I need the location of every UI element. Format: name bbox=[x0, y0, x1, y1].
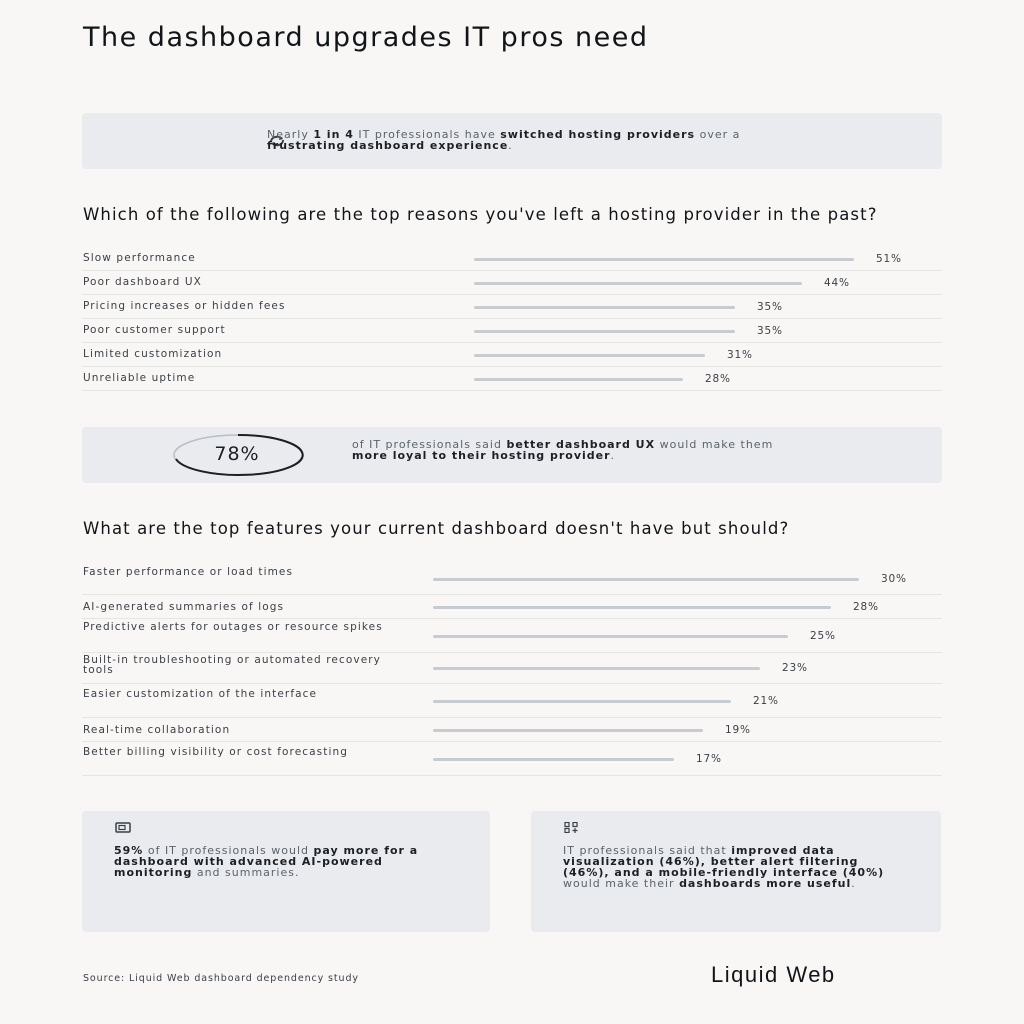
text-bold: switched hosting providers bbox=[500, 128, 696, 141]
brand-logo: Liquid Web bbox=[711, 962, 836, 987]
bar-value-label: 35% bbox=[757, 301, 783, 313]
bar-label: Unreliable uptime bbox=[83, 372, 196, 384]
text-bold: 59% bbox=[114, 844, 144, 857]
bar-value-label: 21% bbox=[753, 695, 779, 707]
chart-row bbox=[82, 718, 942, 742]
bar bbox=[474, 378, 683, 381]
text-span: IT professionals said that bbox=[563, 844, 732, 857]
text-span: over a bbox=[695, 128, 741, 141]
bar-value-label: 30% bbox=[881, 573, 907, 585]
text-span: . bbox=[851, 877, 856, 890]
bar-value-label: 25% bbox=[810, 630, 836, 642]
chart-row bbox=[82, 742, 942, 776]
bar-label: AI-generated summaries of logs bbox=[83, 601, 285, 613]
text-bold: pay more for a dashboard with advanced AI-powered monitoring bbox=[114, 844, 419, 879]
bar-label: Poor customer support bbox=[83, 324, 226, 336]
bar-value-label: 44% bbox=[824, 277, 850, 289]
chart-row bbox=[82, 684, 942, 718]
text-span: . bbox=[508, 139, 513, 152]
bar bbox=[433, 606, 831, 609]
switch-callout-text bbox=[267, 129, 797, 151]
bar-label: Pricing increases or hidden fees bbox=[83, 300, 286, 312]
source-note: Source: Liquid Web dashboard dependency study bbox=[83, 973, 359, 984]
bar-value-label: 35% bbox=[757, 325, 783, 337]
bar bbox=[474, 330, 735, 333]
reasons-bar-chart bbox=[82, 247, 942, 391]
bar-label: Poor dashboard UX bbox=[83, 276, 202, 288]
bar-value-label: 51% bbox=[876, 253, 902, 265]
text-bold: frustrating dashboard experience bbox=[267, 139, 509, 152]
chart-row bbox=[82, 247, 942, 271]
bar-label: Limited customization bbox=[83, 348, 223, 360]
question-1-title: Which of the following are the top reasons you've left a hosting provider in the past? bbox=[83, 205, 878, 224]
text-bold: more loyal to their hosting provider bbox=[352, 449, 611, 462]
bar-label: Better billing visibility or cost forecasting bbox=[83, 746, 349, 758]
bar-value-label: 28% bbox=[705, 373, 731, 385]
ai-monitoring-card bbox=[82, 811, 490, 932]
chart-row bbox=[82, 619, 942, 653]
bar bbox=[474, 282, 802, 285]
text-span: would make them bbox=[655, 438, 774, 451]
bar bbox=[433, 758, 674, 761]
page-title: The dashboard upgrades IT pros need bbox=[83, 22, 649, 53]
bar-label: Faster performance or load times bbox=[83, 566, 294, 578]
bar bbox=[433, 700, 731, 703]
bar bbox=[433, 578, 859, 581]
ai-monitoring-text bbox=[114, 845, 459, 878]
text-span: and summaries. bbox=[192, 866, 300, 879]
text-bold: 1 in 4 bbox=[313, 128, 354, 141]
bar-value-label: 19% bbox=[725, 724, 751, 736]
bar bbox=[433, 667, 760, 670]
loyalty-callout bbox=[82, 427, 942, 483]
bar-label: Built-in troubleshooting or automated recovery tools bbox=[83, 654, 381, 676]
visualization-card bbox=[531, 811, 941, 932]
text-span: of IT professionals said bbox=[352, 438, 507, 451]
bar bbox=[474, 306, 735, 309]
loyalty-callout-text bbox=[352, 439, 812, 461]
bar-value-label: 28% bbox=[853, 601, 879, 613]
bar bbox=[474, 354, 705, 357]
text-span: of IT professionals would bbox=[143, 844, 314, 857]
text-span: IT professionals have bbox=[353, 128, 501, 141]
bar-label: Predictive alerts for outages or resource spikes bbox=[83, 621, 383, 633]
bar-label: Slow performance bbox=[83, 252, 196, 264]
chart-row bbox=[82, 319, 942, 343]
text-bold: dashboards more useful bbox=[679, 877, 852, 890]
chart-row bbox=[82, 343, 942, 367]
question-2-title: What are the top features your current dashboard doesn't have but should? bbox=[83, 519, 790, 538]
chart-row bbox=[82, 367, 942, 391]
bar-value-label: 31% bbox=[727, 349, 753, 361]
chart-row bbox=[82, 653, 942, 684]
grid-settings-icon bbox=[564, 822, 580, 833]
visualization-text bbox=[563, 845, 908, 889]
bar bbox=[433, 729, 703, 732]
text-bold: improved data visualization (46%), better alert filtering (46%), and a mobile-friendly interface (40%) bbox=[563, 844, 885, 879]
bar bbox=[433, 635, 788, 638]
credit-card-icon bbox=[115, 822, 131, 833]
text-bold: better dashboard UX bbox=[506, 438, 656, 451]
text-span: . bbox=[610, 449, 616, 462]
switch-callout bbox=[82, 113, 942, 169]
bar-label: Easier customization of the interface bbox=[83, 688, 318, 700]
bar-value-label: 17% bbox=[696, 753, 722, 765]
features-bar-chart bbox=[82, 564, 942, 776]
loyalty-percent: 78% bbox=[214, 443, 260, 465]
chart-row bbox=[82, 595, 942, 619]
bar bbox=[474, 258, 854, 261]
text-span: Nearly bbox=[267, 128, 314, 141]
text-span: would make their bbox=[563, 877, 680, 890]
bar-value-label: 23% bbox=[782, 662, 808, 674]
chart-row bbox=[82, 295, 942, 319]
bar-label: Real-time collaboration bbox=[83, 724, 231, 736]
chart-row bbox=[82, 564, 942, 595]
chart-row bbox=[82, 271, 942, 295]
